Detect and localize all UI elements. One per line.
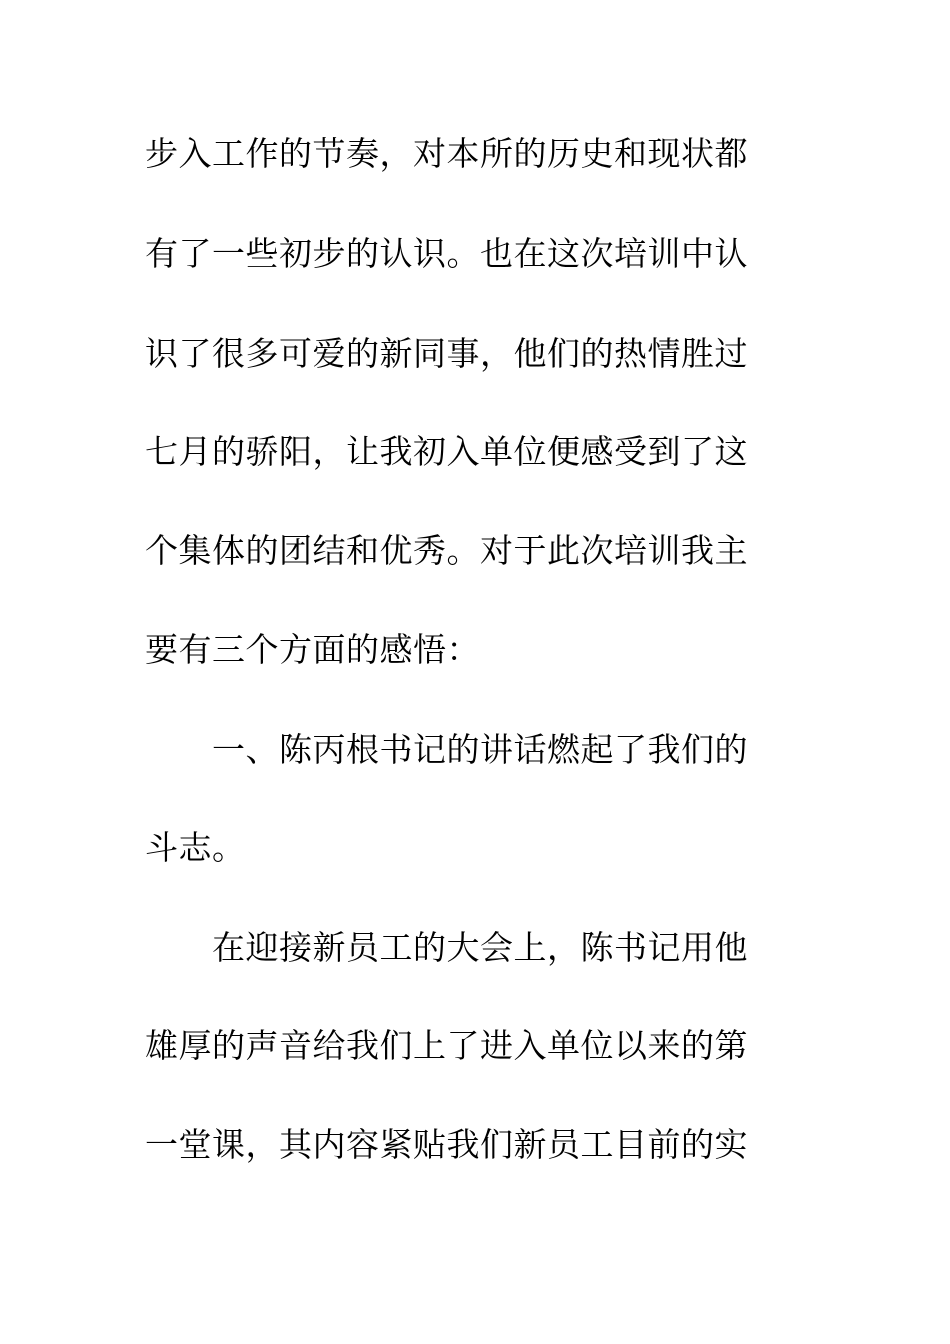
text-line: 七月的骄阳，让我初入单位便感受到了这 (145, 432, 748, 471)
section-heading: 一、陈丙根书记的讲话燃起了我们的 (212, 730, 748, 769)
text-line: 要有三个方面的感悟： (145, 630, 480, 669)
text-line: 一堂课，其内容紧贴我们新员工目前的实 (145, 1125, 748, 1164)
text-line: 个集体的团结和优秀。对于此次培训我主 (145, 531, 748, 570)
text-line: 识了很多可爱的新同事，他们的热情胜过 (145, 334, 748, 373)
text-line: 步入工作的节奏，对本所的历史和现状都 (145, 134, 748, 173)
text-line: 有了一些初步的认识。也在这次培训中认 (145, 234, 748, 273)
text-line: 雄厚的声音给我们上了进入单位以来的第 (145, 1026, 748, 1065)
paragraph-start: 在迎接新员工的大会上，陈书记用他 (212, 928, 748, 967)
text-line: 斗志。 (145, 828, 246, 867)
